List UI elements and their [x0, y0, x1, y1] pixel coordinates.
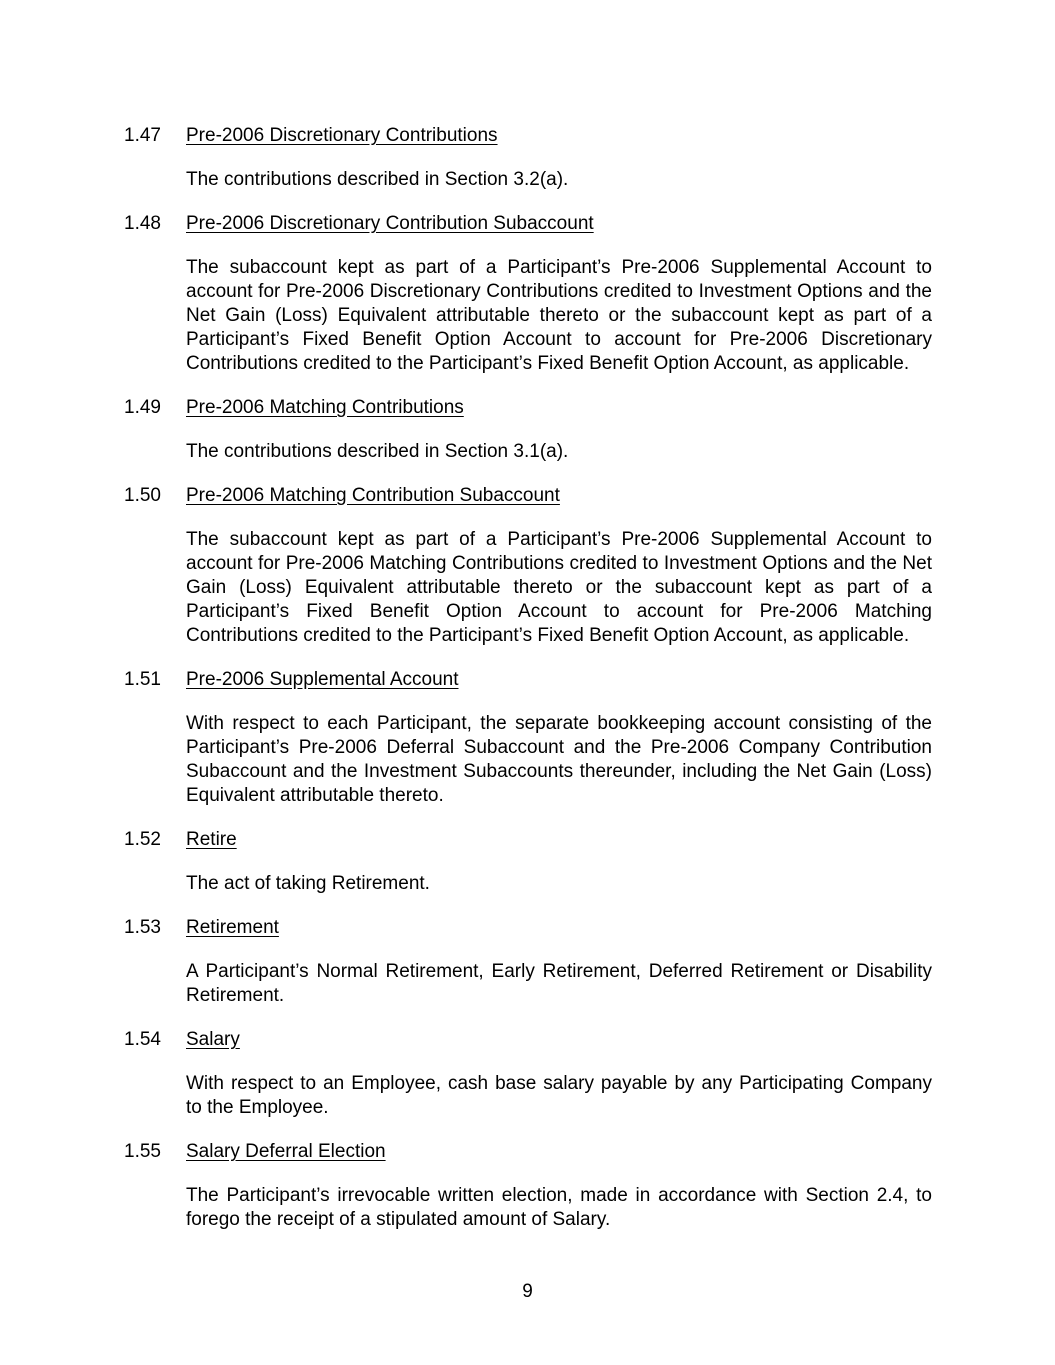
- section-heading: [124, 1140, 932, 1164]
- section-body: The contributions described in Section 3.1(a).: [186, 441, 569, 462]
- section-title: Pre-2006 Matching Contributions: [186, 397, 464, 418]
- section-title: Pre-2006 Discretionary Contribution Subaccount: [186, 213, 594, 234]
- section-body: The Participant’s irrevocable written election, made in accordance with Section 2.4, to forego the receipt of a stipulated amount of Salary.: [186, 1185, 932, 1230]
- section-body: The subaccount kept as part of a Participant’s Pre-2006 Supplemental Account to account for Pre-2006 Discretionary Contributions credited to Investment Options and the Net Gain (Loss) Equivalent attributable thereto or the subaccount kept as part of a Participant’s Fixed Benefit Option Account to account for Pre-2006 Discretionary Contributions credited to the Participant’s Fixed Benefit Option Account, as applicable.: [186, 257, 932, 374]
- section-title: Pre-2006 Discretionary Contributions: [186, 125, 498, 146]
- section-title: Retirement: [186, 917, 279, 938]
- section-1-50: [124, 484, 932, 648]
- section-heading: [124, 484, 932, 508]
- section-heading: [124, 124, 932, 148]
- section-title: Retire: [186, 829, 237, 850]
- section-number: 1.48: [124, 213, 161, 234]
- section-heading: [124, 396, 932, 420]
- section-number: 1.55: [124, 1141, 161, 1162]
- section-1-55: [124, 1140, 932, 1232]
- definitions-list: [124, 124, 932, 1252]
- section-number: 1.53: [124, 917, 161, 938]
- section-body: With respect to each Participant, the separate bookkeeping account consisting of the Participant’s Pre-2006 Deferral Subaccount and the Pre-2006 Company Contribution Subaccount and the Investment Subaccounts thereunder, including the Net Gain (Loss) Equivalent attributable thereto.: [186, 713, 932, 806]
- section-number: 1.49: [124, 397, 161, 418]
- section-1-49: [124, 396, 932, 464]
- section-body: The contributions described in Section 3.2(a).: [186, 169, 569, 190]
- section-heading: [124, 1028, 932, 1052]
- section-number: 1.54: [124, 1029, 161, 1050]
- section-heading: [124, 212, 932, 236]
- section-heading: [124, 668, 932, 692]
- section-number: 1.50: [124, 485, 161, 506]
- section-heading: [124, 916, 932, 940]
- section-1-53: [124, 916, 932, 1008]
- section-1-47: [124, 124, 932, 192]
- section-body: With respect to an Employee, cash base salary payable by any Participating Company to the Employee.: [186, 1073, 932, 1118]
- section-1-52: [124, 828, 932, 896]
- section-body: The act of taking Retirement.: [186, 873, 430, 894]
- section-title: Salary: [186, 1029, 240, 1050]
- section-heading: [124, 828, 932, 852]
- section-body: The subaccount kept as part of a Participant’s Pre-2006 Supplemental Account to account for Pre-2006 Matching Contributions credited to Investment Options and the Net Gain (Loss) Equivalent attributable thereto or the subaccount kept as part of a Participant’s Fixed Benefit Option Account to account for Pre-2006 Matching Contributions credited to the Participant’s Fixed Benefit Option Account, as applicable.: [186, 529, 932, 646]
- section-number: 1.52: [124, 829, 161, 850]
- section-1-48: [124, 212, 932, 376]
- section-number: 1.51: [124, 669, 161, 690]
- section-body: A Participant’s Normal Retirement, Early Retirement, Deferred Retirement or Disability Retirement.: [186, 961, 932, 1006]
- page-number: 9: [522, 1281, 533, 1302]
- section-1-51: [124, 668, 932, 808]
- section-title: Salary Deferral Election: [186, 1141, 386, 1162]
- section-title: Pre-2006 Supplemental Account: [186, 669, 459, 690]
- section-title: Pre-2006 Matching Contribution Subaccount: [186, 485, 560, 506]
- section-number: 1.47: [124, 125, 161, 146]
- section-1-54: [124, 1028, 932, 1120]
